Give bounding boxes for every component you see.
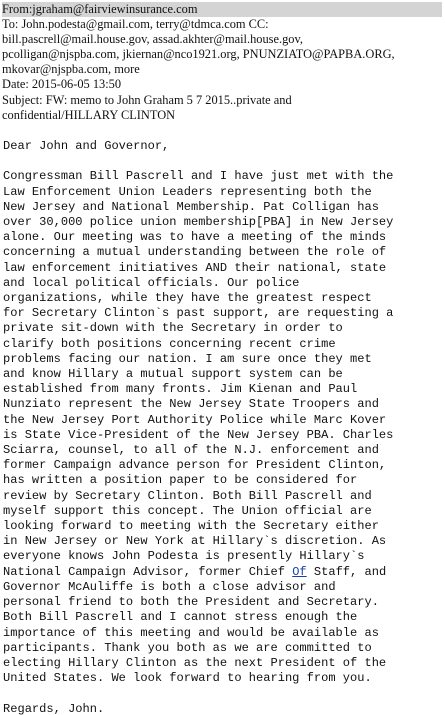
- email-header: [2, 2, 442, 123]
- body-line: New Jersey and National Membership. Pat Colligan has: [3, 199, 379, 214]
- body-line: is State Vice-President of the New Jersey PBA. Charles: [3, 427, 394, 442]
- body-line: clarify both positions concerning recent crime: [3, 336, 336, 351]
- email-body: [3, 139, 441, 715]
- body-line: alone. Our meeting was to have a meeting of the minds: [3, 230, 387, 245]
- body-line: review by Secretary Clinton. Both Bill Pascrell and: [3, 488, 372, 503]
- body-line: Both Bill Pascrell and I cannot stress enough the: [3, 610, 358, 625]
- body-line: and local political officials. Our police: [3, 275, 300, 290]
- body-line: importance of this meeting and would be available as: [3, 625, 379, 640]
- body-line: over 30,000 police union membership[PBA] in New Jersey: [3, 215, 394, 230]
- blank-line: [3, 686, 441, 701]
- body-line: myself support this concept. The Union official are: [3, 503, 372, 518]
- body-line: [3, 565, 441, 580]
- cc-line: mkovar@njspba.com, more: [2, 62, 140, 77]
- body-line: looking forward to meeting with the Secretary either: [3, 519, 379, 534]
- body-line: Sciarra, counsel, to all of the N.J. enforcement and: [3, 443, 379, 458]
- subject-line: confidential/HILLARY CLINTON: [2, 107, 176, 122]
- subject-block: [2, 93, 442, 123]
- of-link[interactable]: Of: [292, 564, 307, 579]
- body-line: former Campaign advance person for President Clinton,: [3, 458, 387, 473]
- body-line: the New Jersey Port Authority Police while Marc Kover: [3, 412, 387, 427]
- body-line: electing Hillary Clinton as the next President of the: [3, 655, 387, 670]
- to-cc-block: [2, 17, 442, 77]
- subject-line: Subject: FW: memo to John Graham 5 7 2015..private and: [2, 92, 292, 107]
- body-line: has written a position paper to be considered for: [3, 473, 358, 488]
- body-text: National Campaign Advisor, former Chief: [3, 564, 293, 579]
- cc-line: bill.pascrell@mail.house.gov, assad.akhter@mail.house.gov,: [2, 32, 303, 47]
- body-line: Governor McAuliffe is both a close advisor and: [3, 579, 336, 594]
- body-line: private sit-down with the Secretary in order to: [3, 321, 343, 336]
- blank-line: [3, 154, 441, 169]
- greeting: Dear John and Governor,: [3, 139, 170, 153]
- body-line: established from many fronts. Jim Kienan and Paul: [3, 382, 358, 397]
- body-line: problems facing our nation. I am sure once they met: [3, 351, 372, 366]
- body-line: Congressman Bill Pascrell and I have just met with the: [3, 169, 394, 184]
- signoff: Regards, John.: [3, 701, 105, 715]
- body-line: organizations, while they have the greatest respect: [3, 291, 372, 306]
- date-line: Date: 2015-06-05 13:50: [2, 77, 122, 92]
- cc-line: pcolligan@njspba.com, jkiernan@nco1921.org, PNUNZIATO@PAPBA.ORG,: [2, 47, 395, 62]
- body-line: Nunziato represent the New Jersey State Troopers and: [3, 397, 379, 412]
- body-line: participants. Thank you both as we are committed to: [3, 640, 372, 655]
- body-line: for Secretary Clinton`s past support, are requesting a: [3, 306, 394, 321]
- body-line: in New Jersey or New York at Hillary`s discretion. As: [3, 534, 387, 549]
- body-text: Staff, and: [306, 564, 387, 579]
- body-line: and know Hillary a mutual support system can be: [3, 367, 343, 382]
- body-line: concerning a mutual understanding between the role of: [3, 245, 387, 260]
- to-line: To: John.podesta@gmail.com, terry@tdmca.com CC:: [2, 17, 269, 32]
- body-line: law enforcement initiatives AND their national, state: [3, 260, 387, 275]
- from-line[interactable]: From:jgraham@fairviewinsurance.com: [2, 2, 442, 17]
- body-line: United States. We look forward to hearing from you.: [3, 671, 372, 686]
- body-line: personal friend to both the President and Secretary.: [3, 595, 379, 610]
- body-line: everyone knows John Podesta is presently Hillary`s: [3, 549, 365, 564]
- body-line: Law Enforcement Union Leaders representing both the: [3, 184, 372, 199]
